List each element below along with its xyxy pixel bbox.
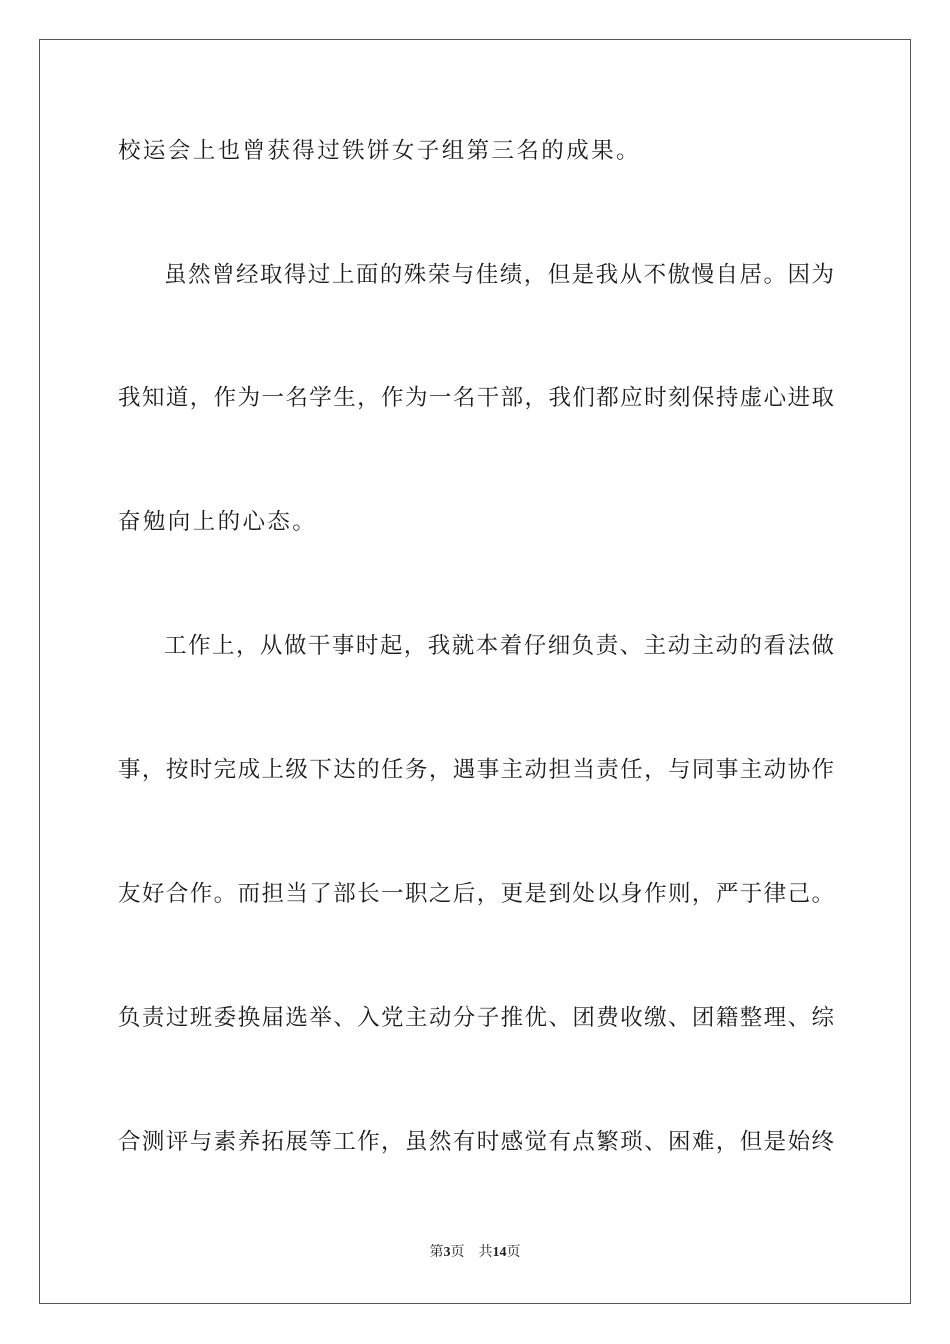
page-prefix: 第 xyxy=(429,1245,444,1260)
paragraph-start-line: 工作上，从做干事时起，我就本着仔细负责、主动主动的看法做 xyxy=(164,633,834,659)
text-line: 合测评与素养拓展等工作，虽然有时感觉有点繁琐、困难，但是始终 xyxy=(118,1129,834,1155)
paragraph-start-line: 虽然曾经取得过上面的殊荣与佳绩，但是我从不傲慢自居。因为 xyxy=(164,262,834,288)
page-number: 3 xyxy=(443,1245,451,1260)
total-prefix: 共 xyxy=(478,1245,493,1260)
text-line: 负责过班委换届选举、入党主动分子推优、团费收缴、团籍整理、综 xyxy=(118,1005,834,1031)
text-line: 校运会上也曾获得过铁饼女子组第三名的成果。 xyxy=(118,138,641,164)
total-suffix: 页 xyxy=(506,1245,521,1260)
page-border xyxy=(39,39,911,1304)
text-line: 奋勉向上的心态。 xyxy=(118,509,318,535)
text-line: 友好合作。而担当了部长一职之后，更是到处以身作则，严于律己。 xyxy=(118,881,834,907)
text-line: 事，按时完成上级下达的任务，遇事主动担当责任，与同事主动协作 xyxy=(118,757,834,783)
page-suffix: 页 xyxy=(450,1245,465,1260)
text-line: 我知道，作为一名学生，作为一名干部，我们都应时刻保持虚心进取 xyxy=(118,385,834,411)
total-pages: 14 xyxy=(492,1245,507,1260)
page-footer xyxy=(0,1244,950,1262)
